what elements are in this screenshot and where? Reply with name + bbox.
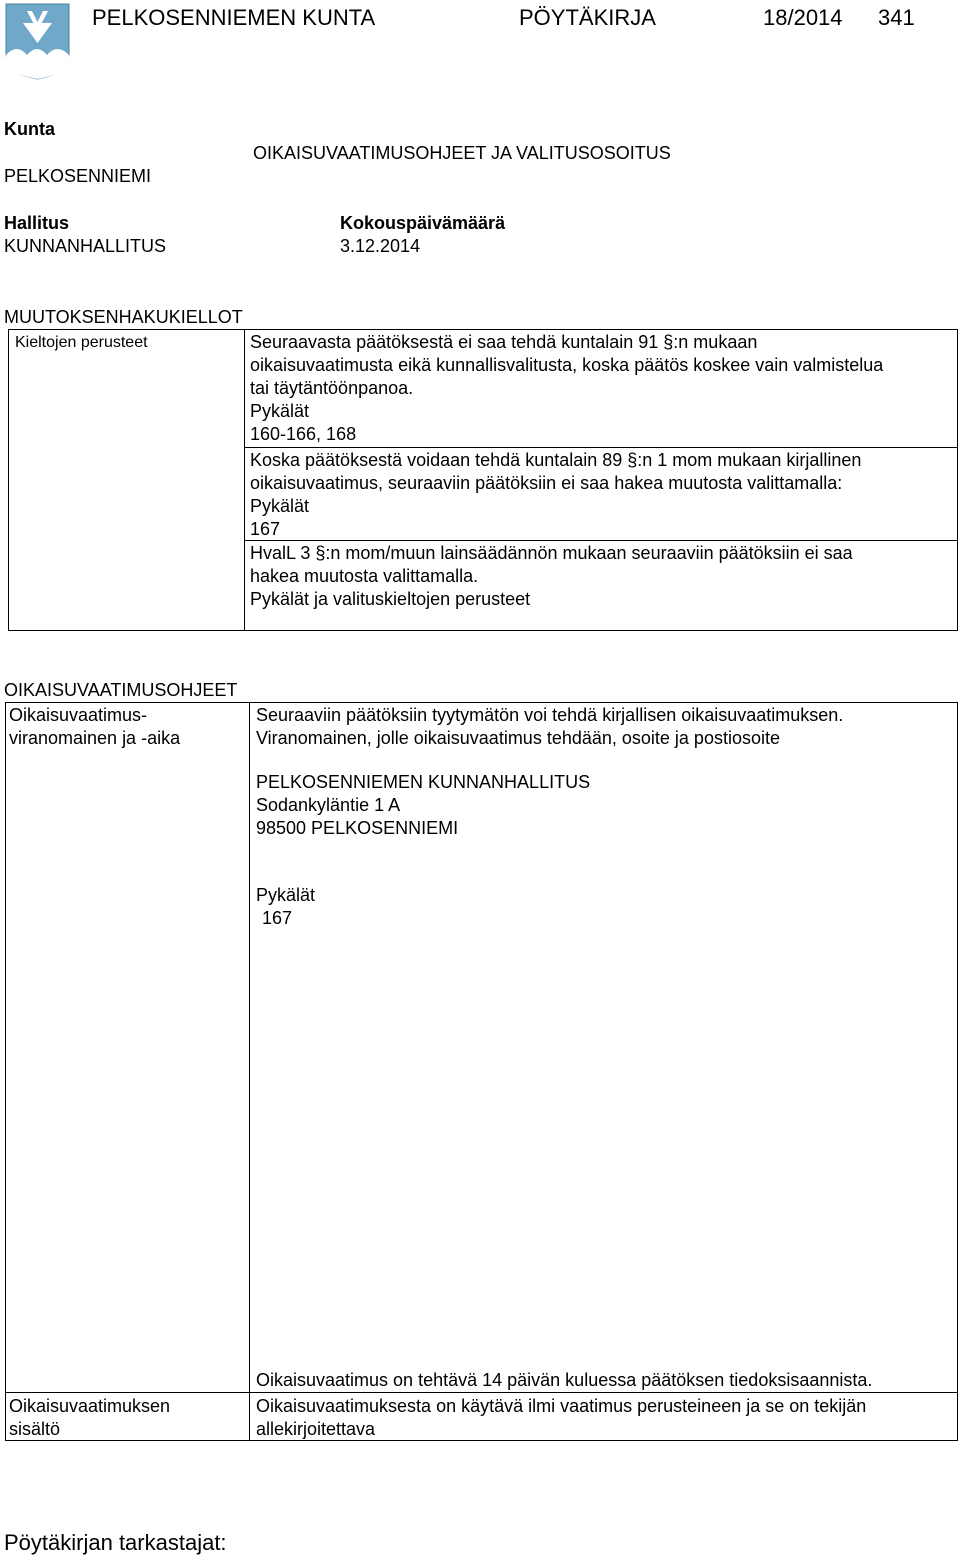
kunta-value: PELKOSENNIEMI [4,166,152,186]
kieltojen-perusteet-label: Kieltojen perusteet [15,334,148,351]
muutoksenhaku-p2-pykalat-label: Pykälät [250,496,310,516]
oikaisu-pykalat-label: Pykälät [256,885,316,905]
hallitus-value: KUNNANHALLITUS [4,236,167,256]
oikaisu-pykalat-value: 167 [262,908,293,928]
document-title: OIKAISUVAATIMUSOHJEET JA VALITUSOSOITUS [253,143,671,163]
oikaisu-address-line2: Sodankyläntie 1 A [256,795,401,815]
oikaisu-divider [249,702,250,1441]
oikaisu-content-label-line2: sisältö [9,1419,61,1439]
muutoksenhaku-p1-line2: oikaisuvaatimusta eikä kunnallisvalitusta, koska päätös koskee vain valmistelua [250,355,884,375]
date-value: 3.12.2014 [340,236,421,256]
oikaisu-row-divider [5,1392,958,1393]
muutoksenhaku-row-divider-1 [244,447,958,448]
header-doc-type: PÖYTÄKIRJA [519,5,656,30]
oikaisu-content-label-line1: Oikaisuvaatimuksen [9,1396,171,1416]
header-municipality: PELKOSENNIEMEN KUNTA [92,5,376,30]
hallitus-label: Hallitus [4,213,70,233]
muutoksenhaku-p2-line1: Koska päätöksestä voidaan tehdä kuntalain 89 §:n 1 mom mukaan kirjallinen [250,450,862,470]
muutoksenhaku-p2-pykalat-value: 167 [250,519,281,539]
oikaisu-line2: Viranomainen, jolle oikaisuvaatimus tehdään, osoite ja postiosoite [256,728,780,748]
oikaisu-heading: OIKAISUVAATIMUSOHJEET [4,680,238,700]
oikaisu-left-label-line1: Oikaisuvaatimus- [9,705,148,725]
header-doc-number: 18/2014 [763,5,843,30]
muutoksenhaku-heading: MUUTOKSENHAKUKIELLOT [4,307,243,327]
oikaisu-content-line2: allekirjoitettava [256,1419,376,1439]
oikaisu-line1: Seuraaviin päätöksiin tyytymätön voi tehdä kirjallisen oikaisuvaatimuksen. [256,705,844,725]
oikaisu-deadline: Oikaisuvaatimus on tehtävä 14 päivän kuluessa päätöksen tiedoksisaannista. [256,1370,873,1390]
muutoksenhaku-p3-line3: Pykälät ja valituskieltojen perusteet [250,589,531,609]
poytakirjan-tarkastajat: Pöytäkirjan tarkastajat: [4,1530,227,1555]
muutoksenhaku-row-divider-2 [244,540,958,541]
oikaisu-address-line3: 98500 PELKOSENNIEMI [256,818,459,838]
date-label: Kokouspäivämäärä [340,213,506,233]
muutoksenhaku-p1-line1: Seuraavasta päätöksestä ei saa tehdä kuntalain 91 §:n mukaan [250,332,758,352]
muutoksenhaku-p3-line2: hakea muutosta valittamalla. [250,566,479,586]
kunta-label: Kunta [4,119,55,139]
muutoksenhaku-p3-line1: HvalL 3 §:n mom/muun lainsäädännön mukaan seuraaviin päätöksiin ei saa [250,543,853,563]
muutoksenhaku-divider [244,329,245,631]
oikaisu-content-line1: Oikaisuvaatimuksesta on käytävä ilmi vaatimus perusteineen ja se on tekijän [256,1396,867,1416]
oikaisu-table [5,702,958,1441]
coat-of-arms-icon [5,3,70,80]
muutoksenhaku-p1-pykalat-value: 160-166, 168 [250,424,357,444]
oikaisu-left-label-line2: viranomainen ja -aika [9,728,181,748]
oikaisu-address-line1: PELKOSENNIEMEN KUNNANHALLITUS [256,772,591,792]
muutoksenhaku-p1-pykalat-label: Pykälät [250,401,310,421]
header-page-number: 341 [878,5,915,30]
muutoksenhaku-p2-line2: oikaisuvaatimus, seuraaviin päätöksiin ei saa hakea muutosta valittamalla: [250,473,843,493]
muutoksenhaku-p1-line3: tai täytäntöönpanoa. [250,378,414,398]
